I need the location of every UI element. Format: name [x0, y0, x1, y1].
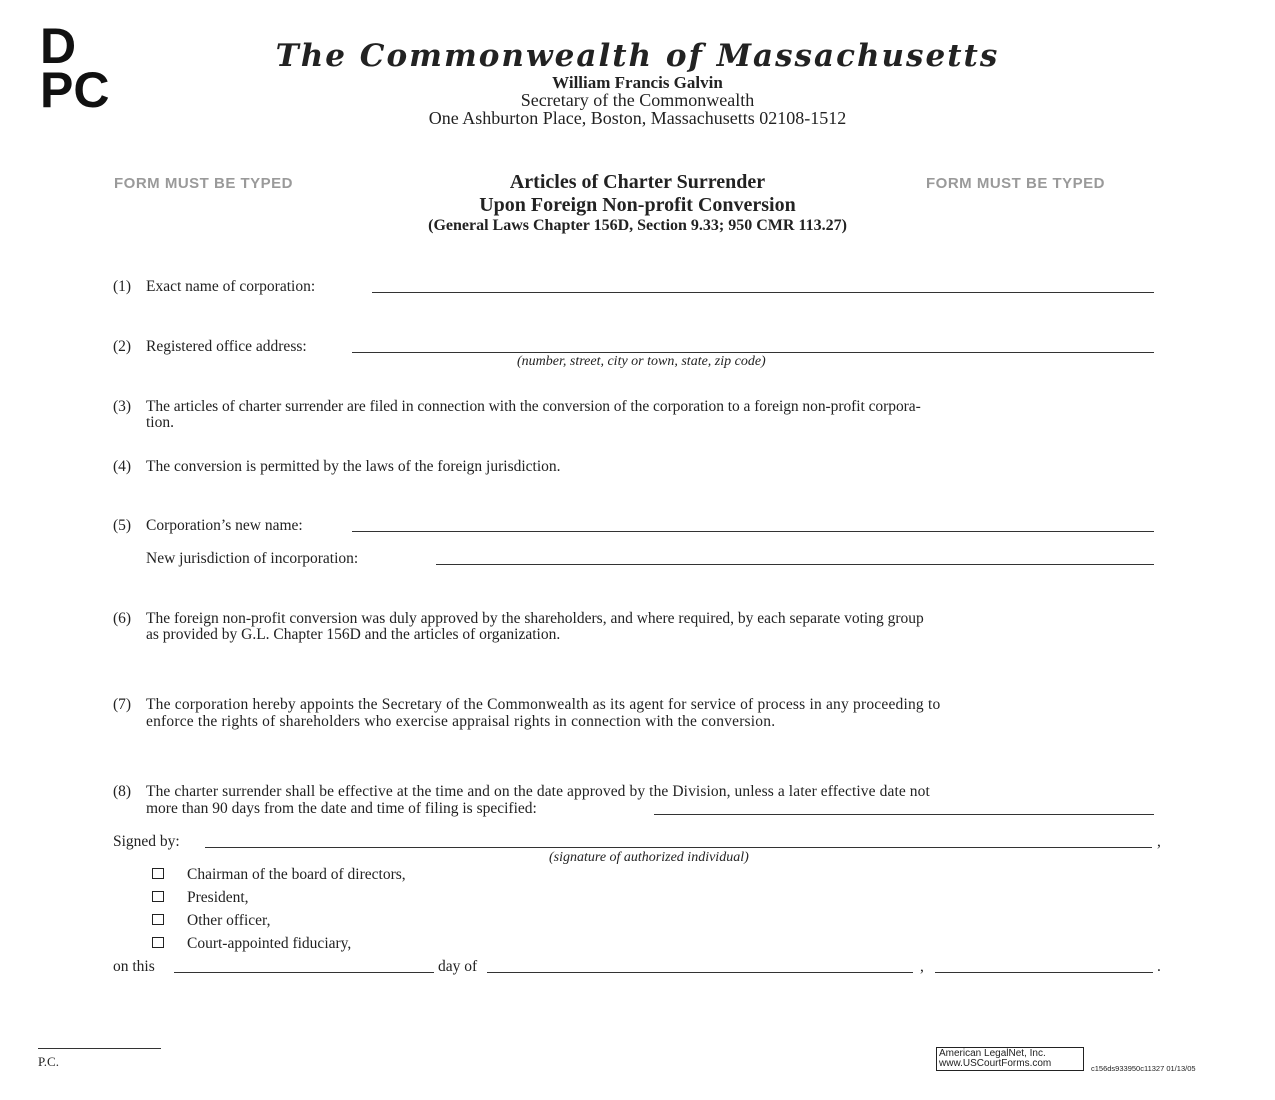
signature-caption: (signature of authorized individual): [549, 850, 749, 865]
form-title: Articles of Charter Surrender: [509, 171, 766, 193]
logo-line-2: PC: [40, 62, 110, 118]
commonwealth-heading: The Commonwealth of Massachusetts: [275, 38, 1000, 74]
checkbox-fiduciary[interactable]: [152, 937, 164, 948]
item-number: (6): [113, 610, 132, 627]
item-7-text-cont: enforce the rights of shareholders who exercise appraisal rights in connection with the conversion.: [146, 713, 776, 730]
item-4-text: The conversion is permitted by the laws of the foreign jurisdiction.: [146, 458, 561, 475]
secretary-title: Secretary of the Commonwealth: [520, 90, 755, 110]
logo-line-1: D: [40, 18, 77, 74]
item-6-text: The foreign non-profit conversion was duly approved by the shareholders, and where required, by each separate voting group: [146, 610, 924, 627]
item-number: (1): [113, 278, 132, 295]
item-7-text: The corporation hereby appoints the Secretary of the Commonwealth as its agent for service of process in any proceeding to: [146, 696, 941, 713]
legalnet-stamp: [936, 1047, 1084, 1071]
item-number: (8): [113, 783, 132, 800]
checkbox-other-officer[interactable]: [152, 914, 164, 925]
form-must-be-typed-left: FORM MUST BE TYPED: [114, 175, 294, 192]
item-number: (3): [113, 398, 132, 415]
address-caption: (number, street, city or town, state, zip code): [517, 354, 766, 369]
item-number: (4): [113, 458, 132, 475]
form-must-be-typed-right: FORM MUST BE TYPED: [926, 175, 1106, 192]
secretary-name: William Francis Galvin: [552, 73, 723, 92]
office-address: One Ashburton Place, Boston, Massachusetts 02108-1512: [428, 108, 847, 128]
day-of-label: day of: [438, 958, 478, 975]
registered-office-label: Registered office address:: [146, 338, 307, 355]
item-number: (5): [113, 517, 132, 534]
stamp-line-2: www.USCourtForms.com: [939, 1058, 1052, 1069]
item-8-text: The charter surrender shall be effective at the time and on the date approved by the Division, unless a later effective date not: [146, 783, 930, 800]
corporation-name-field[interactable]: [372, 292, 1154, 293]
option-president: President,: [187, 889, 249, 906]
pc-label: P.C.: [38, 1054, 59, 1069]
day-field[interactable]: [174, 972, 434, 973]
new-name-label: Corporation’s new name:: [146, 517, 303, 534]
year-field[interactable]: [935, 972, 1153, 973]
item-8-text-cont: more than 90 days from the date and time of filing is specified:: [146, 800, 537, 817]
new-name-field[interactable]: [352, 531, 1154, 532]
form-statute: (General Laws Chapter 156D, Section 9.33; 950 CMR 113.27): [428, 217, 847, 234]
option-fiduciary: Court-appointed fiduciary,: [187, 935, 352, 952]
signed-by-label: Signed by:: [113, 833, 180, 850]
comma: ,: [920, 958, 924, 975]
new-jurisdiction-field[interactable]: [436, 564, 1154, 565]
item-number: (7): [113, 696, 132, 713]
effective-date-field[interactable]: [654, 814, 1154, 815]
registered-office-field[interactable]: [352, 352, 1154, 353]
signature-field[interactable]: [205, 847, 1152, 848]
form-code: c156ds933950c11327 01/13/05: [1091, 1064, 1196, 1073]
option-chairman: Chairman of the board of directors,: [187, 866, 406, 883]
form-subtitle: Upon Foreign Non-profit Conversion: [479, 194, 796, 216]
corporation-name-label: Exact name of corporation:: [146, 278, 316, 295]
option-other-officer: Other officer,: [187, 912, 271, 929]
item-6-text-cont: as provided by G.L. Chapter 156D and the articles of organization.: [146, 626, 561, 643]
checkbox-chairman[interactable]: [152, 868, 164, 879]
period: .: [1157, 958, 1161, 975]
comma: ,: [1157, 833, 1161, 850]
pc-line: [38, 1048, 161, 1049]
item-3-text-cont: tion.: [146, 414, 174, 431]
month-field[interactable]: [487, 972, 913, 973]
on-this-label: on this: [113, 958, 155, 975]
item-number: (2): [113, 338, 132, 355]
checkbox-president[interactable]: [152, 891, 164, 902]
item-3-text: The articles of charter surrender are filed in connection with the conversion of the corporation to a foreign non-profit corpora-: [146, 398, 921, 415]
stamp-line-1: American LegalNet, Inc.: [939, 1048, 1046, 1059]
new-jurisdiction-label: New jurisdiction of incorporation:: [146, 550, 359, 567]
